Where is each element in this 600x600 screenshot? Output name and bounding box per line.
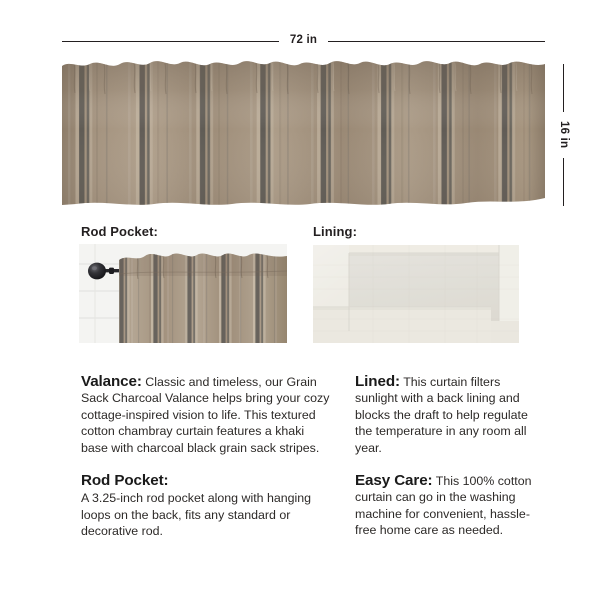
height-rule-top	[563, 64, 564, 112]
feature-lined-body: This curtain filters sunlight with a back lining and blocks the draft to help regulate the temperature in any room all year.	[355, 375, 528, 455]
feature-rod-pocket-text	[81, 473, 331, 540]
height-dimension-label: 16 in	[557, 121, 570, 149]
feature-easy-care-text	[355, 473, 535, 539]
height-dimension	[556, 64, 570, 206]
width-rule-right	[328, 41, 545, 42]
feature-valance-text	[81, 374, 331, 456]
feature-easy-care-heading: Easy Care:	[355, 472, 433, 490]
feature-rod-pocket-body: A 3.25-inch rod pocket along with hanging loops on the back, fits any standard or decorative rod.	[81, 491, 312, 539]
rod-pocket-photo	[79, 244, 287, 343]
feature-valance	[81, 374, 331, 456]
lining-photo-illustration	[313, 245, 519, 343]
width-rule-left	[62, 41, 279, 42]
feature-valance-heading: Valance:	[81, 373, 142, 390]
feature-lined-heading: Lined:	[355, 373, 400, 390]
features-column-right	[355, 374, 535, 539]
feature-easy-care	[355, 473, 535, 539]
rod-pocket-photo-illustration	[79, 244, 287, 343]
feature-rod-pocket	[81, 473, 331, 540]
feature-rod-pocket-heading: Rod Pocket:	[81, 472, 169, 490]
width-dimension	[62, 33, 545, 49]
feature-valance-body: Classic and timeless, our Grain Sack Charcoal Valance helps bring your cozy cottage-inspired vision to life. This textured cotton chambray curtain features a khaki base with charcoal black grain sack stripes.	[81, 375, 330, 455]
width-dimension-label: 72 in	[289, 34, 318, 47]
feature-lined	[355, 374, 535, 456]
feature-easy-care-body: This 100% cotton curtain can go in the washing machine for convenient, hassle-free home care as needed.	[355, 474, 532, 538]
valance-product-image	[62, 57, 545, 207]
rod-pocket-panel-label: Rod Pocket:	[81, 224, 158, 239]
rod-pocket-fabric	[109, 244, 287, 343]
valance-illustration	[62, 57, 545, 207]
height-rule-bottom	[563, 158, 564, 206]
lining-photo	[313, 245, 519, 343]
lining-panel-label: Lining:	[313, 224, 358, 239]
feature-lined-text	[355, 374, 535, 456]
features-column-left	[81, 374, 331, 540]
valance-fabric	[62, 57, 545, 207]
